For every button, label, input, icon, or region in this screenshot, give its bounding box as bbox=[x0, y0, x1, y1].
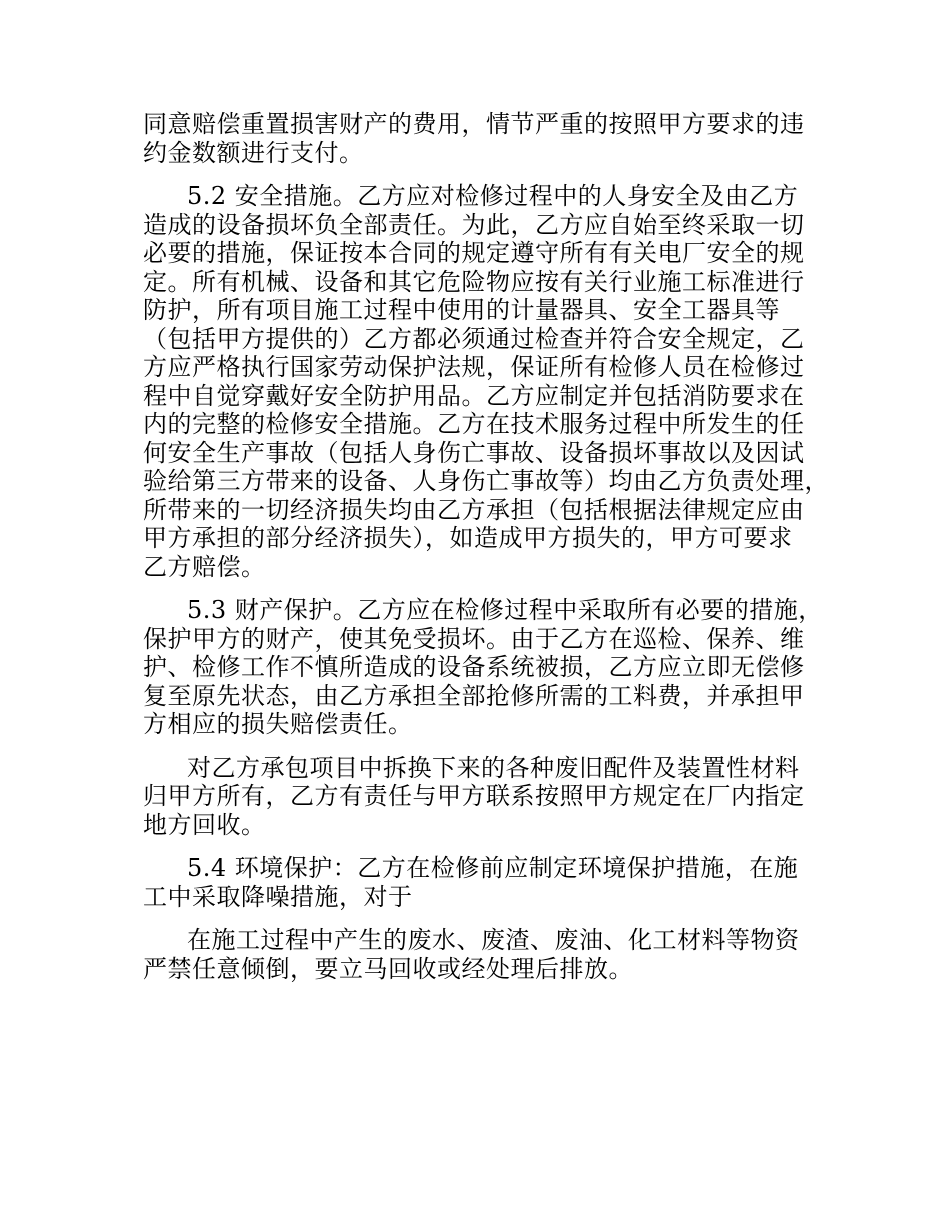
text-line: 内的完整的检修安全措施。乙方在技术服务过程中所发生的任 bbox=[143, 410, 805, 438]
text-line: 约金数额进行支付。 bbox=[143, 138, 364, 167]
text-line: 同意赔偿重置损害财产的费用，情节严重的按照甲方要求的违 bbox=[143, 110, 805, 138]
text-line: 工中采取降噪措施，对于 bbox=[143, 882, 413, 911]
text-line: （包括甲方提供的）乙方都必须通过检查并符合安全规定，乙 bbox=[143, 324, 805, 353]
text-line: 5.2 安全措施。乙方应对检修过程中的人身安全及由乙方 bbox=[187, 182, 799, 210]
paragraph-5-3-property-protection bbox=[143, 596, 827, 739]
text-line: 验给第三方带来的设备、人身伤亡事故等）均由乙方负责处理， bbox=[143, 467, 829, 495]
document-page bbox=[143, 110, 827, 998]
text-line: 严禁任意倾倒，要立马回收或经处理后排放。 bbox=[143, 954, 633, 983]
text-line: 5.4 环境保护：乙方在检修前应制定环境保护措施，在施 bbox=[187, 854, 799, 882]
paragraph-waste-parts bbox=[143, 754, 827, 840]
paragraph-waste-disposal bbox=[143, 926, 827, 983]
text-line: 护、检修工作不慎所造成的设备系统被损，乙方应立即无偿修 bbox=[143, 653, 805, 681]
text-line: 所带来的一切经济损失均由乙方承担（包括根据法律规定应由 bbox=[143, 495, 805, 524]
text-line: 程中自觉穿戴好安全防护用品。乙方应制定并包括消防要求在 bbox=[143, 381, 805, 410]
text-line: 防护，所有项目施工过程中使用的计量器具、安全工器具等 bbox=[143, 296, 780, 324]
text-line: 乙方赔偿。 bbox=[143, 552, 266, 581]
text-line: 归甲方所有，乙方有责任与甲方联系按照甲方规定在厂内指定 bbox=[143, 782, 805, 810]
text-line: 定。所有机械、设备和其它危险物应按有关行业施工标准进行 bbox=[143, 267, 805, 296]
text-line: 5.3 财产保护。乙方应在检修过程中采取所有必要的措施， bbox=[187, 596, 823, 624]
text-line: 保护甲方的财产，使其免受损坏。由于乙方在巡检、保养、维 bbox=[143, 624, 805, 653]
text-line: 方应严格执行国家劳动保护法规，保证所有检修人员在检修过 bbox=[143, 353, 805, 381]
text-line: 在施工过程中产生的废水、废渣、废油、化工材料等物资 bbox=[187, 926, 800, 954]
text-line: 造成的设备损坏负全部责任。为此，乙方应自始至终采取一切 bbox=[143, 210, 805, 239]
text-line: 甲方承担的部分经济损失），如造成甲方损失的，甲方可要求 bbox=[143, 524, 793, 552]
text-line: 复至原先状态，由乙方承担全部抢修所需的工料费，并承担甲 bbox=[143, 681, 805, 710]
paragraph-compensation-continued bbox=[143, 110, 827, 167]
text-line: 方相应的损失赔偿责任。 bbox=[143, 710, 413, 738]
text-line: 对乙方承包项目中拆换下来的各种废旧配件及装置性材料 bbox=[187, 753, 800, 782]
text-line: 必要的措施，保证按本合同的规定遵守所有有关电厂安全的规 bbox=[143, 239, 805, 267]
paragraph-5-2-safety-measures bbox=[143, 182, 827, 581]
text-line: 何安全生产事故（包括人身伤亡事故、设备损坏事故以及因试 bbox=[143, 438, 805, 467]
paragraph-5-4-environment-protection bbox=[143, 854, 827, 911]
text-line: 地方回收。 bbox=[143, 810, 266, 839]
